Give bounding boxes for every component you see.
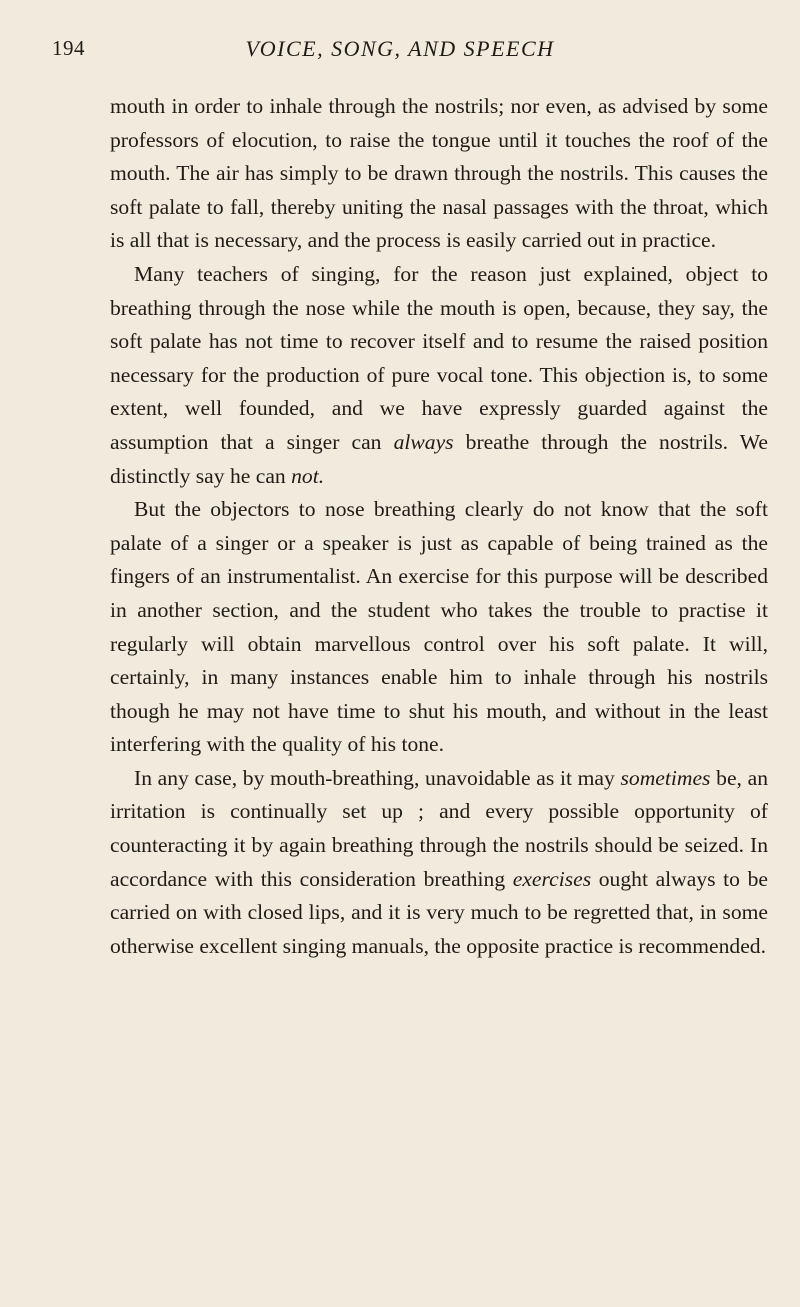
paragraph xyxy=(110,493,768,762)
text-run: But the objectors to nose breathing clearly do not know that the soft palate of a singer or a speaker is just as capable of being trained as the fingers of an instrumentalist. An exercise for this purpose will be described in another section, and the student who takes the trouble to practise it regularly will obtain marvellous control over his soft palate. It will, certainly, in many instances enable him to inhale through his nostrils though he may not have time to shut his mouth, and without in the least interfering with the quality of his tone. xyxy=(110,497,768,757)
emphasis-text: always xyxy=(393,429,454,454)
text-run: breathe through the nostrils. We distinctly say he can xyxy=(110,429,768,488)
body-text xyxy=(110,90,768,963)
paragraph xyxy=(110,258,768,493)
paragraph xyxy=(110,90,768,258)
text-run: mouth in order to inhale through the nostrils; nor even, as advised by some professors of elocution, to raise the tongue until it touches the roof of the mouth. The air has simply to be drawn through the nostrils. This causes the soft palate to fall, thereby uniting the nasal passages with the throat, which is all that is necessary, and the process is easily carried out in practice. xyxy=(110,94,768,253)
paragraph xyxy=(110,762,768,964)
emphasis-text: sometimes xyxy=(620,765,711,790)
running-title: VOICE, SONG, AND SPEECH xyxy=(245,36,555,61)
emphasis-text: not. xyxy=(291,463,325,488)
text-run: be, an irritation is continually set up ; and every possible opportunity of counteracting it by again breathing through the nostrils should be seized. In accordance with this consideration breathing xyxy=(110,765,768,891)
text-run: Many teachers of singing, for the reason just explained, object to breathing through the nose while the mouth is open, because, they say, the soft palate has not time to recover itself and to resume the raised position necessary for the production of pure vocal tone. This objection is, to some extent, well founded, and we have expressly guarded against the assumption that a singer can xyxy=(110,261,768,454)
text-run: In any case, by mouth-breathing, unavoidable as it may xyxy=(134,765,621,790)
text-run: ought always to be carried on with closed lips, and it is very much to be regretted that, in some otherwise excellent singing manuals, the opposite practice is recommended. xyxy=(110,866,769,958)
page-number: 194 xyxy=(52,36,85,60)
emphasis-text: exercises xyxy=(512,866,592,891)
